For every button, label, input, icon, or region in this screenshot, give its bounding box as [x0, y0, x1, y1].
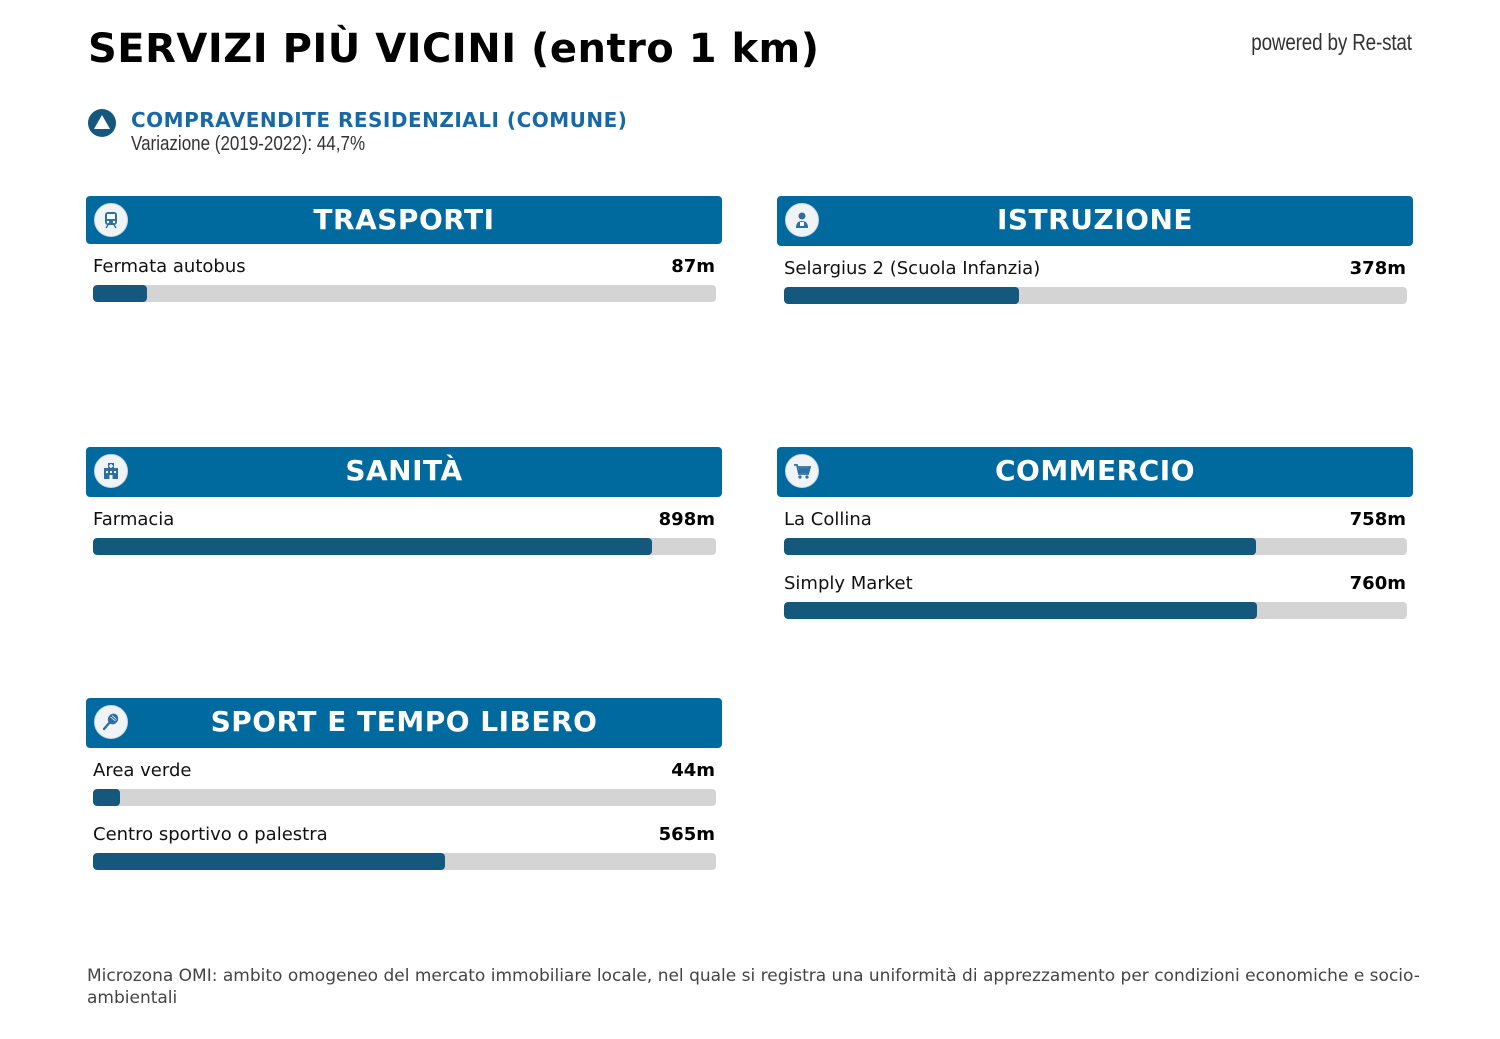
category-title: COMMERCIO — [994, 454, 1196, 487]
powered-by-logo: powered by Re-stat — [1251, 29, 1412, 55]
service-row — [93, 244, 715, 308]
service-row — [93, 748, 715, 812]
distance-bar — [93, 853, 716, 870]
distance-bar-fill — [93, 789, 120, 806]
distance-bar-fill — [784, 287, 1019, 304]
distance-bar-fill — [784, 538, 1256, 555]
category-header — [777, 447, 1413, 497]
service-row — [784, 497, 1406, 561]
category-sport-e-tempo-libero — [86, 698, 722, 876]
footnote: Microzona OMI: ambito omogeneo del mercato immobiliare locale, nel quale si registra una uniformità di apprezzamento per condizioni economiche e socio-ambientali — [87, 966, 1420, 1008]
category-title: SPORT E TEMPO LIBERO — [210, 705, 598, 738]
trend-heading: COMPRAVENDITE RESIDENZIALI (COMUNE) — [131, 108, 628, 132]
service-name: Farmacia — [93, 509, 175, 530]
category-istruzione — [777, 196, 1413, 310]
distance-bar — [93, 285, 716, 302]
service-distance: 565m — [658, 824, 715, 845]
service-name: Area verde — [93, 760, 192, 781]
service-distance: 898m — [658, 509, 715, 530]
service-name: Simply Market — [784, 573, 913, 594]
service-name: Selargius 2 (Scuola Infanzia) — [784, 258, 1041, 279]
category-trasporti — [86, 196, 722, 308]
category-header — [86, 698, 722, 748]
distance-bar-fill — [93, 538, 652, 555]
distance-bar — [93, 538, 716, 555]
service-distance: 760m — [1349, 573, 1406, 594]
category-commercio — [777, 447, 1413, 625]
service-distance: 44m — [671, 760, 715, 781]
service-row — [93, 497, 715, 561]
category-title: SANITÀ — [345, 454, 463, 487]
distance-bar-fill — [784, 602, 1257, 619]
category-title: TRASPORTI — [313, 203, 495, 236]
category-title: ISTRUZIONE — [996, 203, 1194, 236]
service-row — [93, 812, 715, 876]
service-distance: 87m — [671, 256, 715, 277]
service-name: Fermata autobus — [93, 256, 246, 277]
service-name: La Collina — [784, 509, 872, 530]
category-header — [86, 196, 722, 244]
sales-trend-block — [87, 107, 787, 163]
distance-bar-fill — [93, 285, 147, 302]
distance-bar — [784, 538, 1407, 555]
distance-bar — [784, 287, 1407, 304]
service-distance: 758m — [1349, 509, 1406, 530]
service-row — [784, 246, 1406, 310]
distance-bar-fill — [93, 853, 445, 870]
trend-variation: Variazione (2019-2022): 44,7% — [131, 133, 366, 155]
category-sanita — [86, 447, 722, 561]
service-row — [784, 561, 1406, 625]
triangle-up-icon — [87, 108, 117, 138]
service-distance: 378m — [1349, 258, 1406, 279]
distance-bar — [93, 789, 716, 806]
page-title: SERVIZI PIÙ VICINI (entro 1 km) — [88, 26, 820, 72]
category-header — [86, 447, 722, 497]
service-name: Centro sportivo o palestra — [93, 824, 328, 845]
distance-bar — [784, 602, 1407, 619]
category-header — [777, 196, 1413, 246]
